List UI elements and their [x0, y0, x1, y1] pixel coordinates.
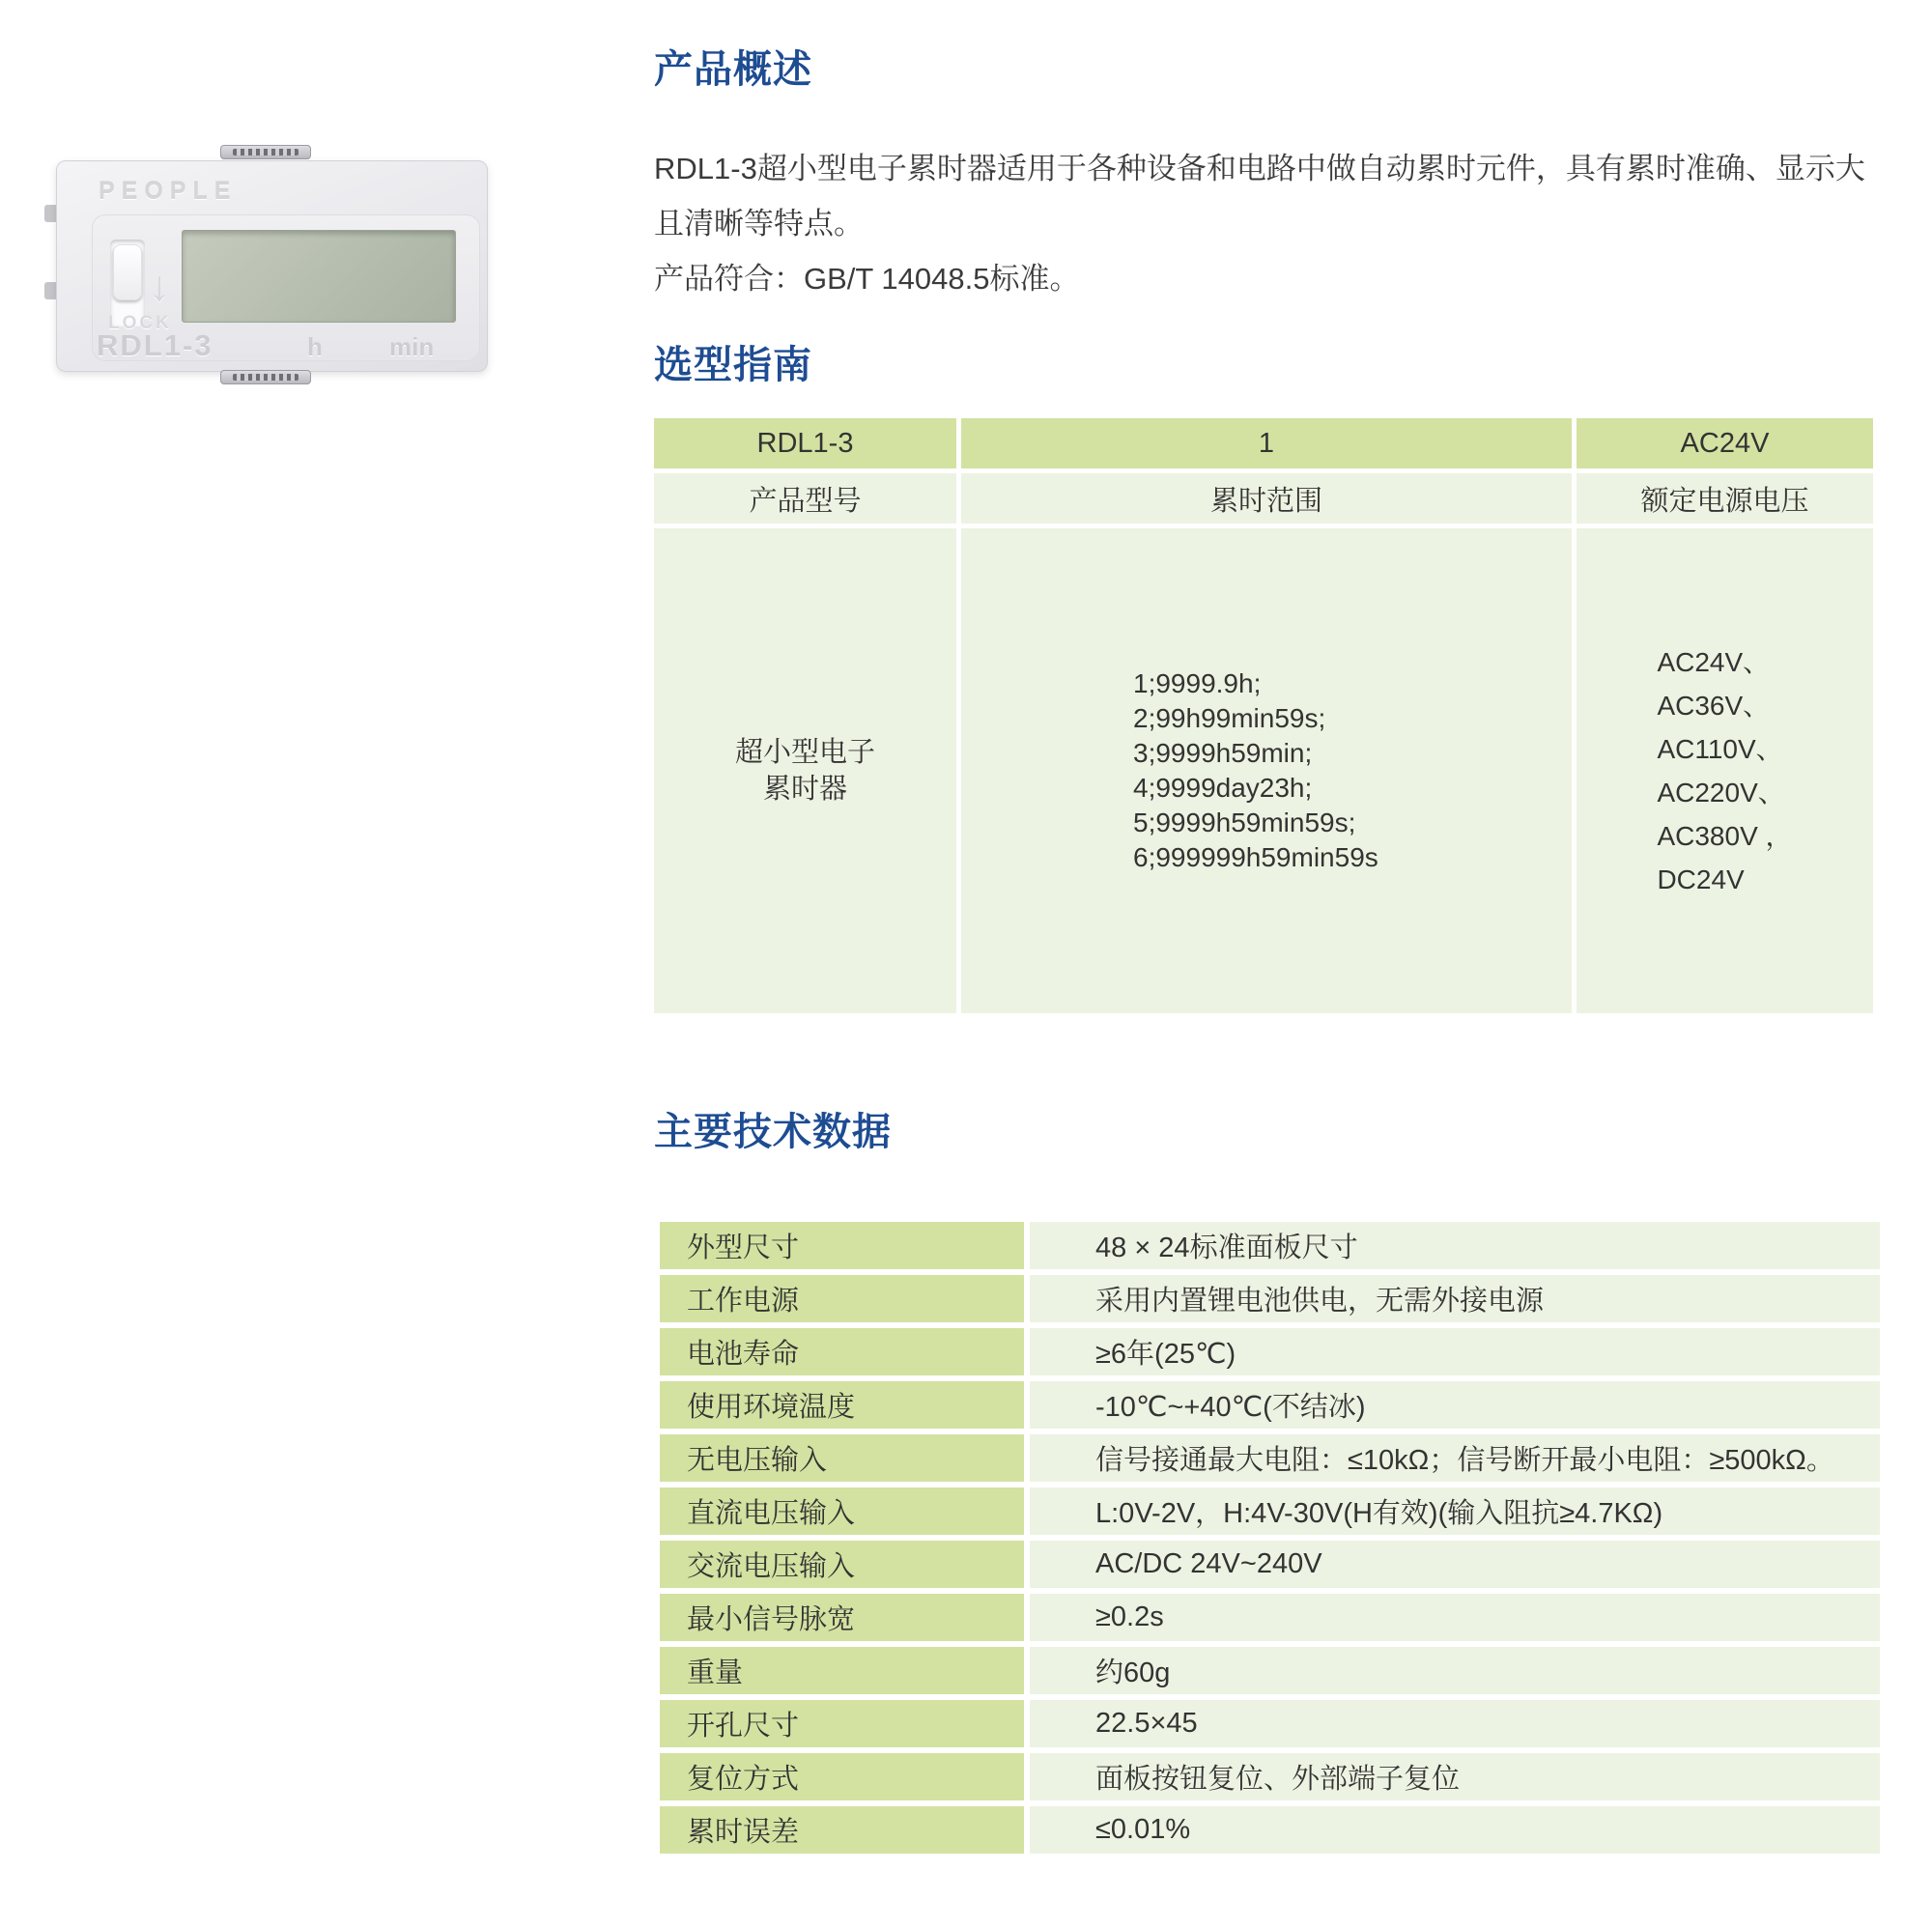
- tech-row-value: ≤0.01%: [1030, 1806, 1880, 1854]
- voltage-item: AC380V ，: [1657, 821, 1793, 851]
- selection-header-range-code: 1: [961, 418, 1572, 468]
- voltage-item: AC36V、: [1657, 691, 1771, 721]
- overview-line-2: 且清晰等特点。: [654, 207, 864, 241]
- selection-body-voltage: [1577, 528, 1873, 1013]
- tech-row-value: -10℃~+40℃(不结冰): [1030, 1381, 1880, 1429]
- tech-row-label: 直流电压输入: [660, 1488, 1024, 1535]
- tech-row-value: 面板按钮复位、外部端子复位: [1030, 1753, 1880, 1800]
- selection-header-voltage: AC24V: [1577, 418, 1873, 468]
- selection-label-range: 累时范围: [961, 473, 1572, 524]
- product-photo: [53, 87, 507, 396]
- section-title-overview: 产品概述: [654, 48, 812, 91]
- voltage-item: AC110V、: [1657, 734, 1783, 764]
- tech-row-label: 交流电压输入: [660, 1541, 1024, 1588]
- selection-body-range: [961, 528, 1572, 1013]
- tech-row-label: 电池寿命: [660, 1328, 1024, 1375]
- section-title-selection: 选型指南: [654, 344, 812, 386]
- tech-row-label: 重量: [660, 1647, 1024, 1694]
- selection-product-name: 超小型电子 累时器: [734, 737, 875, 805]
- device-top-connector: [220, 145, 311, 159]
- device-bottom-connector-pins: [233, 374, 298, 381]
- selection-table: [654, 418, 1873, 1013]
- tech-row-value: AC/DC 24V~240V: [1030, 1541, 1880, 1588]
- voltage-item: AC220V、: [1657, 778, 1785, 808]
- selection-voltage-list: [1657, 640, 1792, 901]
- device-bottom-connector: [220, 370, 311, 384]
- device-brand-label: PEOPLE: [99, 178, 238, 205]
- tech-row-label: 最小信号脉宽: [660, 1594, 1024, 1641]
- selection-body-product: [654, 528, 956, 1013]
- overview-line-3: 产品符合：GB/T 14048.5标准。: [654, 262, 1080, 296]
- range-item: 6;999999h59min59s: [1133, 842, 1378, 872]
- tech-row-value: 信号接通最大电阻：≤10kΩ；信号断开最小电阻：≥500kΩ。: [1030, 1434, 1880, 1482]
- device-top-connector-pins: [233, 149, 298, 156]
- selection-range-list: [1133, 666, 1378, 875]
- range-item: 5;9999h59min59s;: [1133, 808, 1356, 837]
- voltage-item: DC24V: [1657, 864, 1745, 894]
- tech-row-label: 使用环境温度: [660, 1381, 1024, 1429]
- section-title-tech: 主要技术数据: [654, 1111, 892, 1153]
- overview-paragraph: [654, 141, 1919, 306]
- tech-row-value: ≥0.2s: [1030, 1594, 1880, 1641]
- arrow-down-icon: ↓: [149, 263, 170, 310]
- range-item: 4;9999day23h;: [1133, 773, 1313, 803]
- voltage-item: AC24V、: [1657, 647, 1771, 677]
- tech-row-label: 累时误差: [660, 1806, 1024, 1854]
- tech-row-label: 工作电源: [660, 1275, 1024, 1322]
- selection-label-voltage: 额定电源电压: [1577, 473, 1873, 524]
- range-item: 3;9999h59min;: [1133, 738, 1313, 768]
- tech-row-value: 22.5×45: [1030, 1700, 1880, 1747]
- selection-header-model: RDL1-3: [654, 418, 956, 468]
- overview-line-1: RDL1-3超小型电子累时器适用于各种设备和电路中做自动累时元件，具有累时准确、显示大: [654, 152, 1865, 185]
- device-unit-h-label: h: [307, 332, 323, 361]
- tech-row-label: 复位方式: [660, 1753, 1024, 1800]
- device-unit-min-label: min: [389, 332, 435, 361]
- tech-row-label: 开孔尺寸: [660, 1700, 1024, 1747]
- tech-row-value: 采用内置锂电池供电，无需外接电源: [1030, 1275, 1880, 1322]
- tech-row-value: L:0V-2V，H:4V-30V(H有效)(输入阻抗≥4.7KΩ): [1030, 1488, 1880, 1535]
- tech-row-label: 外型尺寸: [660, 1222, 1024, 1269]
- device-lock-label: LOCK: [108, 313, 172, 333]
- range-item: 2;99h99min59s;: [1133, 703, 1326, 733]
- device-model-label: RDL1-3: [97, 328, 213, 362]
- selection-label-model: 产品型号: [654, 473, 956, 524]
- tech-row-value: 48 × 24标准面板尺寸: [1030, 1222, 1880, 1269]
- tech-row-label: 无电压输入: [660, 1434, 1024, 1482]
- range-item: 1;9999.9h;: [1133, 668, 1262, 698]
- tech-row-value: 约60g: [1030, 1647, 1880, 1694]
- device-lock-switch: [113, 244, 142, 300]
- tech-table: [660, 1222, 1880, 1854]
- tech-row-value: ≥6年(25℃): [1030, 1328, 1880, 1375]
- device-lcd-display: [182, 230, 456, 323]
